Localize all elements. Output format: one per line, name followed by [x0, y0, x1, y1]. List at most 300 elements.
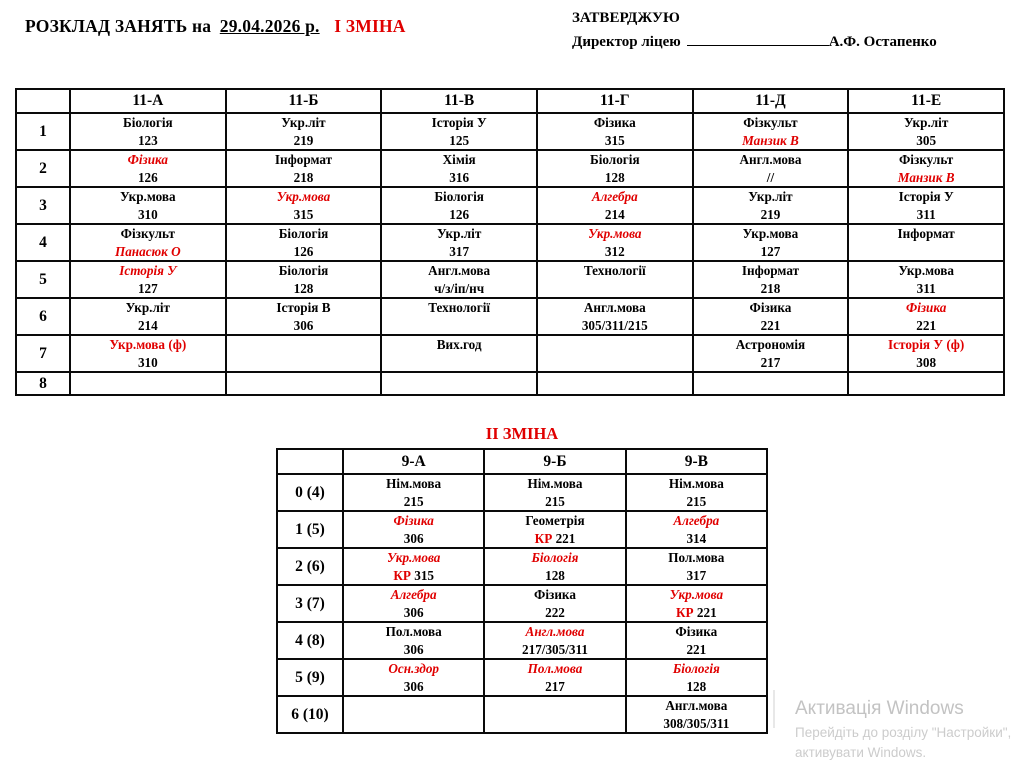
text-span: Інформат — [741, 263, 800, 278]
text-span: Історія В — [276, 300, 331, 315]
subject-line — [485, 512, 624, 530]
text-span: Укр.мова — [669, 587, 724, 602]
text-span: 127 — [760, 243, 781, 259]
schedule-cell — [537, 187, 693, 224]
room-line — [71, 280, 225, 298]
schedule-cell — [626, 622, 767, 659]
text-span: Нім.мова — [527, 476, 583, 491]
corner-cell — [277, 449, 343, 474]
room-line — [382, 206, 536, 224]
lesson-number: 0 (4) — [277, 474, 343, 511]
watermark-line2: Перейдіть до розділу "Настройки", — [795, 725, 1012, 740]
schedule-cell — [693, 113, 849, 150]
shift2-title: ІІ ЗМІНА — [485, 424, 559, 443]
text-span: Фізкульт — [898, 152, 954, 167]
shift1-label: І ЗМІНА — [334, 16, 406, 36]
schedule-cell — [626, 696, 767, 733]
subject-line — [382, 336, 536, 354]
text-span: Укр.літ — [125, 300, 171, 315]
subject-line — [849, 336, 1003, 354]
subject-line — [344, 549, 483, 567]
schedule-row — [277, 548, 767, 585]
text-span: Алгебра — [673, 513, 720, 528]
text-span: 315 — [414, 567, 435, 583]
schedule-cell — [626, 548, 767, 585]
schedule-row — [277, 511, 767, 548]
text-span: 126 — [293, 243, 314, 259]
subject-line — [71, 151, 225, 169]
subject-line — [627, 549, 766, 567]
schedule-cell — [484, 548, 625, 585]
schedule-row — [16, 187, 1004, 224]
subject-line — [382, 151, 536, 169]
room-line — [538, 169, 692, 187]
schedule-cell — [226, 224, 382, 261]
class-column-header: 11-В — [381, 89, 537, 113]
schedule-cell — [848, 113, 1004, 150]
lesson-number: 1 (5) — [277, 511, 343, 548]
class-column-header: 9-В — [626, 449, 767, 474]
text-span: Укр.мова (ф) — [109, 337, 187, 352]
schedule-cell — [381, 372, 537, 395]
text-span: Біологія — [278, 263, 329, 278]
text-span: Осн.здор — [388, 661, 440, 676]
subject-line — [538, 188, 692, 206]
room-line — [538, 243, 692, 261]
subject-line — [538, 262, 692, 280]
text-span: Біологія — [278, 226, 329, 241]
subject-line — [382, 114, 536, 132]
text-span: 215 — [545, 493, 565, 509]
text-span: 305 — [916, 132, 937, 148]
schedule-row — [16, 224, 1004, 261]
subject-line — [71, 299, 225, 317]
text-span: 310 — [137, 354, 158, 370]
lesson-number: 6 (10) — [277, 696, 343, 733]
room-line — [227, 169, 381, 187]
subject-line — [694, 262, 848, 280]
text-span: 222 — [545, 604, 565, 620]
subject-line — [694, 225, 848, 243]
text-span: Алгебра — [591, 189, 638, 204]
text-span: Пол.мова — [527, 661, 583, 676]
schedule-cell — [848, 372, 1004, 395]
subject-line — [227, 188, 381, 206]
text-span: Біологія — [434, 189, 484, 204]
subject-line — [627, 623, 766, 641]
subject-line — [485, 549, 624, 567]
text-span: Укр.літ — [903, 115, 949, 130]
lesson-number: 6 — [16, 298, 70, 335]
schedule-cell — [381, 113, 537, 150]
room-line — [485, 530, 624, 548]
subject-line — [694, 188, 848, 206]
subject-line — [71, 262, 225, 280]
text-span: 217/305/311 — [522, 641, 588, 657]
text-span: 221 — [555, 530, 576, 546]
schedule-row — [16, 261, 1004, 298]
text-span: // — [766, 169, 775, 185]
text-span: Фізика — [675, 624, 718, 639]
schedule-cell — [226, 150, 382, 187]
subject-line — [485, 475, 624, 493]
text-span: 219 — [760, 206, 781, 222]
subject-line — [227, 114, 381, 132]
schedule-cell — [693, 150, 849, 187]
room-line — [538, 317, 692, 335]
room-line — [382, 243, 536, 261]
room-line — [227, 243, 381, 261]
text-span: Історія У — [431, 115, 487, 130]
room-line — [849, 317, 1003, 335]
schedule-cell — [848, 335, 1004, 372]
schedule-row — [16, 298, 1004, 335]
subject-line — [71, 336, 225, 354]
room-line — [227, 132, 381, 150]
text-span: Укр.мова — [386, 550, 441, 565]
subject-line — [849, 114, 1003, 132]
room-line — [382, 169, 536, 187]
schedule-row — [277, 696, 767, 733]
text-span: 306 — [403, 604, 424, 620]
text-span: 125 — [449, 132, 470, 148]
room-line — [538, 132, 692, 150]
schedule-row — [277, 585, 767, 622]
shift1-schedule-table — [15, 88, 1005, 396]
schedule-cell — [70, 372, 226, 395]
schedule-cell — [381, 261, 537, 298]
title-prefix: РОЗКЛАД ЗАНЯТЬ на — [25, 16, 212, 36]
subject-line — [382, 188, 536, 206]
text-span: Геометрія — [525, 513, 585, 528]
lesson-number: 4 (8) — [277, 622, 343, 659]
text-span: Алгебра — [390, 587, 437, 602]
schedule-cell — [343, 511, 484, 548]
text-span: 308/305/311 — [663, 715, 730, 731]
room-line — [71, 169, 225, 187]
text-span: 306 — [403, 641, 424, 657]
class-column-header: 11-Г — [537, 89, 693, 113]
room-line — [694, 354, 848, 372]
subject-line — [71, 188, 225, 206]
schedule-row — [16, 335, 1004, 372]
lesson-number: 3 (7) — [277, 585, 343, 622]
lesson-number: 2 — [16, 150, 70, 187]
schedule-cell — [70, 261, 226, 298]
subject-line — [71, 225, 225, 243]
director-signature-line — [572, 32, 937, 51]
subject-line — [382, 225, 536, 243]
text-span: Інформат — [897, 226, 955, 241]
text-span: 312 — [604, 243, 625, 259]
schedule-row — [16, 372, 1004, 395]
schedule-cell — [537, 224, 693, 261]
subject-line — [627, 512, 766, 530]
director-name: А.Ф. Остапенко — [828, 34, 937, 50]
subject-line — [849, 262, 1003, 280]
subject-line — [485, 660, 624, 678]
schedule-cell — [226, 187, 382, 224]
text-span: 218 — [293, 169, 314, 185]
subject-line — [849, 299, 1003, 317]
room-line — [849, 132, 1003, 150]
text-span: Укр.мова — [276, 189, 331, 204]
schedule-cell — [693, 187, 849, 224]
text-span: Англ.мова — [525, 624, 585, 639]
text-span: Пол.мова — [668, 550, 725, 565]
text-span: ч/з/іп/нч — [434, 280, 485, 296]
subject-line — [344, 475, 483, 493]
text-span: Фізкульт — [120, 226, 175, 241]
text-span: 217 — [545, 678, 565, 694]
room-line — [627, 604, 766, 622]
room-line — [344, 493, 483, 511]
text-span: Англ.мова — [665, 698, 728, 713]
subject-line — [227, 151, 381, 169]
text-span: Манзик В — [742, 132, 799, 148]
room-line — [227, 206, 381, 224]
room-line — [627, 530, 766, 548]
text-span: Технології — [428, 300, 491, 315]
text-span: Історія У (ф) — [888, 337, 965, 352]
text-span: 317 — [686, 567, 707, 583]
subject-line — [227, 299, 381, 317]
text-span: 128 — [293, 280, 314, 296]
text-span: Фізика — [534, 587, 576, 602]
subject-line — [627, 697, 766, 715]
text-span: Укр.мова — [588, 226, 642, 241]
room-line — [71, 132, 225, 150]
subject-line — [344, 512, 483, 530]
schedule-cell — [626, 659, 767, 696]
room-line — [694, 280, 848, 298]
text-span: Фізкульт — [743, 115, 798, 130]
schedule-cell — [848, 187, 1004, 224]
subject-line — [538, 225, 692, 243]
signature-underline — [687, 32, 829, 46]
schedule-cell — [226, 335, 382, 372]
lesson-number: 1 — [16, 113, 70, 150]
room-line — [485, 641, 624, 659]
schedule-cell — [484, 622, 625, 659]
schedule-row — [277, 474, 767, 511]
schedule-cell — [70, 224, 226, 261]
schedule-cell — [381, 187, 537, 224]
schedule-cell — [70, 187, 226, 224]
text-span: 311 — [916, 280, 936, 296]
class-column-header: 11-Д — [693, 89, 849, 113]
lesson-number: 5 (9) — [277, 659, 343, 696]
page-title — [25, 16, 406, 37]
windows-activation-watermark — [795, 698, 1011, 763]
text-span: Хімія — [442, 152, 476, 167]
room-line — [344, 604, 483, 622]
schedule-cell — [693, 372, 849, 395]
schedule-cell — [70, 335, 226, 372]
subject-line — [538, 299, 692, 317]
room-line — [627, 493, 766, 511]
lesson-number: 2 (6) — [277, 548, 343, 585]
subject-line — [382, 299, 536, 317]
text-span: 305/311/215 — [581, 317, 648, 333]
room-line — [382, 280, 536, 298]
text-span: Нім.мова — [668, 476, 724, 491]
schedule-cell — [343, 585, 484, 622]
text-span: Історія У — [119, 263, 177, 278]
schedule-date: 29.04.2026 р. — [219, 16, 320, 36]
schedule-cell — [484, 585, 625, 622]
subject-line — [71, 114, 225, 132]
text-span: Англ.мова — [739, 152, 802, 167]
subject-line — [344, 623, 483, 641]
room-line — [694, 243, 848, 261]
text-span: Біологія — [672, 661, 720, 676]
text-span: Англ.мова — [583, 300, 646, 315]
text-span: 310 — [137, 206, 158, 222]
schedule-cell — [381, 224, 537, 261]
window-edge-line — [773, 690, 775, 728]
text-span: Фізика — [593, 115, 636, 130]
text-span: 215 — [686, 493, 707, 509]
director-label: Директор ліцею — [572, 34, 681, 50]
room-line — [849, 169, 1003, 187]
subject-line — [849, 225, 1003, 243]
schedule-cell — [693, 224, 849, 261]
text-span: 308 — [916, 354, 937, 370]
schedule-cell — [848, 298, 1004, 335]
text-span: Інформат — [274, 152, 333, 167]
schedule-row — [16, 150, 1004, 187]
text-span: 218 — [760, 280, 781, 296]
schedule-cell — [70, 298, 226, 335]
subject-line — [538, 114, 692, 132]
schedule-row — [16, 113, 1004, 150]
room-line — [485, 678, 624, 696]
class-column-header: 9-А — [343, 449, 484, 474]
room-line — [344, 641, 483, 659]
room-line — [627, 715, 766, 733]
schedule-cell — [226, 372, 382, 395]
schedule-cell — [848, 150, 1004, 187]
schedule-cell — [343, 659, 484, 696]
room-line — [694, 206, 848, 224]
schedule-cell — [484, 659, 625, 696]
room-line — [849, 206, 1003, 224]
text-span: 317 — [449, 243, 470, 259]
lesson-number: 7 — [16, 335, 70, 372]
text-span: КР — [393, 567, 411, 583]
schedule-cell — [70, 150, 226, 187]
schedule-cell — [537, 372, 693, 395]
text-span: Англ.мова — [428, 263, 491, 278]
subject-line — [382, 262, 536, 280]
text-span: 221 — [760, 317, 781, 333]
schedule-cell — [537, 150, 693, 187]
subject-line — [485, 586, 624, 604]
schedule-cell — [381, 150, 537, 187]
approval-heading: ЗАТВЕРДЖУЮ — [572, 10, 680, 26]
watermark-title: Активація Windows — [795, 698, 964, 719]
text-span: Панасюк О — [114, 243, 181, 259]
room-line — [71, 317, 225, 335]
room-line — [627, 678, 766, 696]
subject-line — [227, 262, 381, 280]
text-span: Біологія — [590, 152, 640, 167]
lesson-number: 8 — [16, 372, 70, 395]
text-span: 315 — [293, 206, 314, 222]
class-column-header: 11-Е — [848, 89, 1004, 113]
text-span: Астрономія — [735, 337, 806, 352]
text-span: Манзик В — [897, 169, 955, 185]
room-line — [694, 169, 848, 187]
shift2-schedule-table — [276, 448, 768, 734]
text-span: Укр.літ — [436, 226, 482, 241]
subject-line — [849, 151, 1003, 169]
schedule-cell — [693, 298, 849, 335]
text-span: 214 — [604, 206, 625, 222]
room-line — [627, 567, 766, 585]
schedule-row — [277, 622, 767, 659]
schedule-cell — [537, 261, 693, 298]
room-line — [849, 354, 1003, 372]
schedule-cell — [226, 113, 382, 150]
schedule-cell — [693, 335, 849, 372]
lesson-number: 5 — [16, 261, 70, 298]
schedule-cell — [381, 335, 537, 372]
text-span: Укр.мова — [120, 189, 176, 204]
subject-line — [627, 586, 766, 604]
schedule-cell — [343, 696, 484, 733]
text-span: Біологія — [531, 550, 579, 565]
text-span: Історія У — [898, 189, 954, 204]
text-span: 127 — [137, 280, 158, 296]
room-line — [694, 317, 848, 335]
schedule-cell — [484, 474, 625, 511]
corner-cell — [16, 89, 70, 113]
room-line — [227, 280, 381, 298]
text-span: Вих.год — [436, 337, 482, 352]
text-span: 214 — [137, 317, 158, 333]
schedule-cell — [343, 548, 484, 585]
text-span: 306 — [403, 530, 424, 546]
schedule-cell — [848, 261, 1004, 298]
lesson-number: 4 — [16, 224, 70, 261]
watermark-line3: активувати Windows. — [795, 745, 927, 760]
text-span: Пол.мова — [385, 624, 442, 639]
schedule-cell — [626, 511, 767, 548]
schedule-cell — [70, 113, 226, 150]
room-line — [344, 530, 483, 548]
text-span: КР — [534, 530, 553, 546]
text-span: КР — [675, 604, 694, 620]
text-span: 126 — [449, 206, 470, 222]
text-span: 311 — [916, 206, 936, 222]
text-span: 217 — [760, 354, 781, 370]
room-line — [849, 280, 1003, 298]
subject-line — [485, 623, 624, 641]
schedule-cell — [537, 298, 693, 335]
room-line — [485, 567, 624, 585]
text-span: Укр.літ — [748, 189, 793, 204]
schedule-cell — [343, 474, 484, 511]
schedule-cell — [226, 261, 382, 298]
room-line — [382, 132, 536, 150]
room-line — [344, 567, 483, 585]
room-line — [694, 132, 848, 150]
room-line — [71, 206, 225, 224]
schedule-cell — [226, 298, 382, 335]
text-span: 306 — [403, 678, 424, 694]
